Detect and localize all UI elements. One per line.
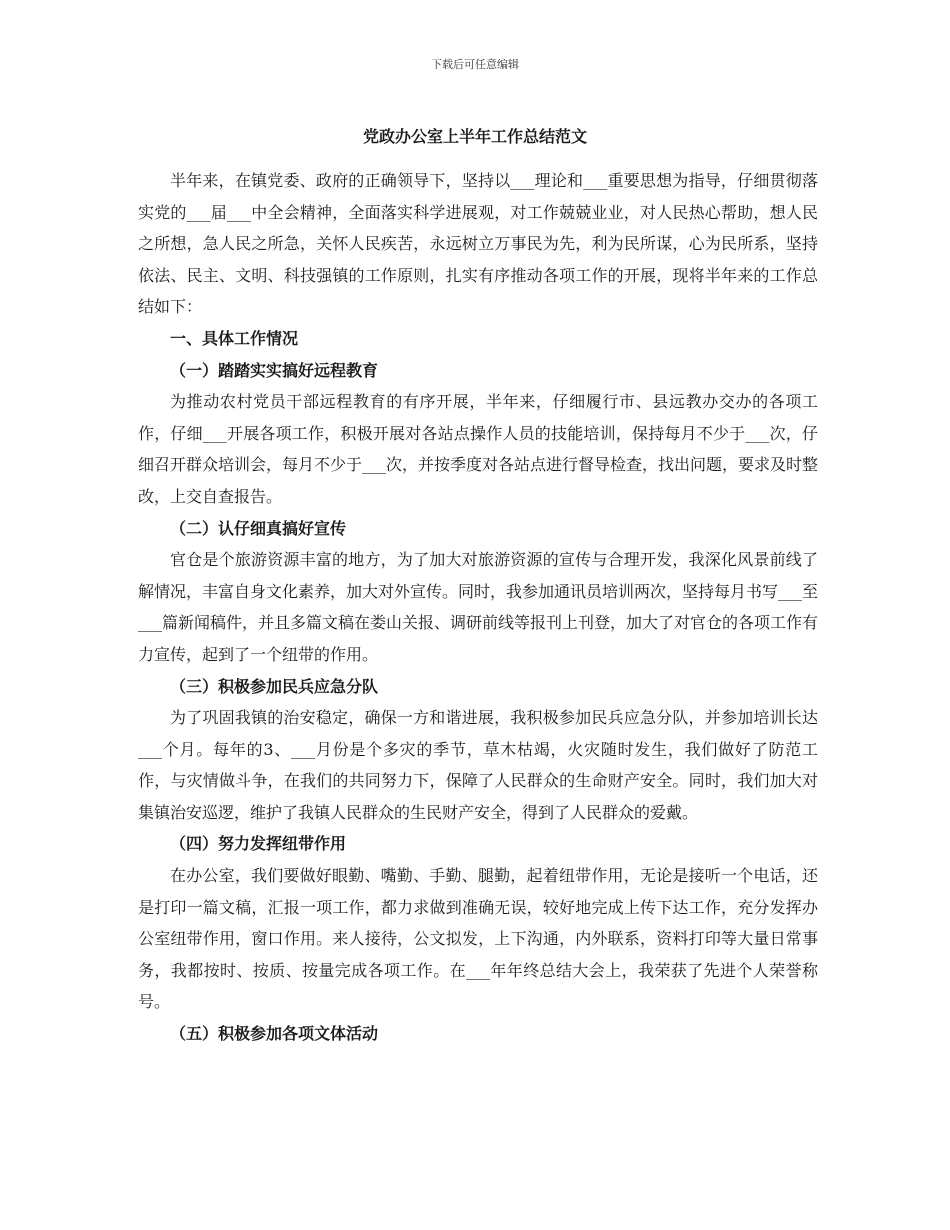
subsection-heading-remote-education: （一）踏踏实实搞好远程教育 [170, 360, 379, 380]
document-body [138, 165, 818, 1050]
subsection-heading-militia: （三）积极参加民兵应急分队 [170, 676, 379, 696]
subsection-heading-liaison: （四）努力发挥纽带作用 [170, 834, 347, 854]
intro-paragraph: 半年来，在镇党委、政府的正确领导下，坚持以___理论和___重要思想为指导，仔细贯彻落实党的___届___中全会精神，全面落实科学进展观，对工作兢兢业业，对人民热心帮助，想人民之所想，急人民之所急，关怀人民疾苦，永远树立万事民为先，利为民所谋，心为民所系，坚持依法、民主、文明、科技强镇的工作原则，扎实有序推动各项工作的开展，现将半年来的工作总结如下： [138, 171, 818, 317]
paragraph-liaison: 在办公室，我们要做好眼勤、嘴勤、手勤、腿勤，起着纽带作用，无论是接听一个电话，还是打印一篇文稿，汇报一项工作，都力求做到准确无误，较好地完成上传下达工作，充分发挥办公室纽带作用，窗口作用。来人接待，公文拟发，上下沟通，内外联系，资料打印等大量日常事务，我都按时、按质、按量完成各项工作。在___年年终总结大会上，我荣获了先进个人荣誉称号。 [138, 866, 818, 1012]
subsection-heading-activities: （五）积极参加各项文体活动 [170, 1024, 379, 1044]
document-title: 党政办公室上半年工作总结范文 [362, 127, 587, 146]
subsection-heading-publicity: （二）认仔细真搞好宣传 [170, 518, 347, 538]
header-note: 下载后可任意编辑 [431, 58, 519, 71]
paragraph-remote-education: 为推动农村党员干部远程教育的有序开展，半年来，仔细履行市、县远教办交办的各项工作，仔细___开展各项工作，积极开展对各站点操作人员的技能培训，保持每月不少于___次，仔细召开群众培训会，每月不少于___次，并按季度对各站点进行督导检查，找出问题，要求及时整改，上交自查报告。 [138, 392, 819, 506]
paragraph-militia: 为了巩固我镇的治安稳定，确保一方和谐进展，我积极参加民兵应急分队，并参加培训长达___个月。每年的3、___月份是个多灾的季节，草木枯竭，火灾随时发生，我们做好了防范工作，与灾情做斗争，在我们的共同努力下，保障了人民群众的生命财产安全。同时，我们加大对集镇治安巡逻，维护了我镇人民群众的生民财产安全，得到了人民群众的爱戴。 [138, 708, 818, 822]
section-heading-1: 一、具体工作情况 [170, 328, 299, 348]
paragraph-publicity: 官仓是个旅游资源丰富的地方，为了加大对旅游资源的宣传与合理开发，我深化风景前线了解情况，丰富自身文化素养，加大对外宣传。同时，我参加通讯员培训两次，坚持每月书写___至___篇新闻稿件，并且多篇文稿在娄山关报、调研前线等报刊上刊登，加大了对官仓的各项工作有力宣传，起到了一个纽带的作用。 [138, 550, 819, 664]
